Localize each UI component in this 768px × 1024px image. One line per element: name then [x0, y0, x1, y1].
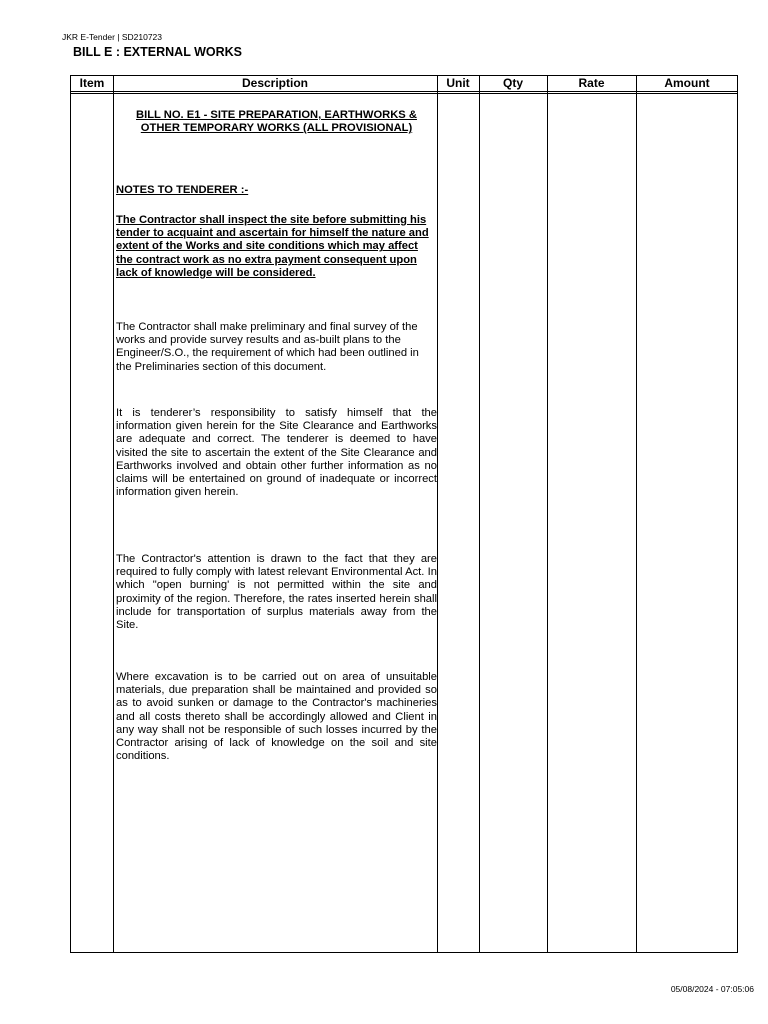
- column-divider: [113, 76, 114, 952]
- environmental-paragraph: The Contractor's attention is drawn to the fact that they are required to fully comply with latest relevant Environmental Act. In which "open burning' is not permitted within the site and proximity of the region. Therefore, the rates inserted herein shall include for transportation of surplus materials away from the Site.: [116, 553, 437, 632]
- notes-heading: NOTES TO TENDERER :-: [116, 184, 249, 196]
- bill-title: BILL E : EXTERNAL WORKS: [73, 45, 242, 59]
- survey-paragraph: The Contractor shall make preliminary and final survey of the works and provide survey results and as-built plans to the Engineer/S.O., the requirement of which had been outlined in the Preliminaries section of this document.: [116, 321, 419, 373]
- column-header-amount: Amount: [664, 76, 710, 90]
- bill-table: [70, 75, 738, 953]
- bill-heading: [116, 109, 437, 135]
- notes-bold-paragraph: The Contractor shall inspect the site before submitting his tender to acquaint and ascertain for himself the nature and extent of the Works and site conditions which may affect the contract work as no extra payment consequent upon lack of knowledge will be considered.: [116, 214, 429, 279]
- column-header-description: Description: [241, 76, 308, 90]
- column-header-qty: Qty: [502, 76, 523, 90]
- column-divider: [479, 76, 480, 952]
- bill-heading-line: OTHER TEMPORARY WORKS (ALL PROVISIONAL): [140, 122, 413, 135]
- responsibility-paragraph: It is tenderer’s responsibility to satisfy himself that the information given herein for the Site Clearance and Earthworks are adequate and correct. The tenderer is deemed to have visited the site to ascertain the extent of the Site Clearance and Earthworks involved and obtain other further information as no claims will be entertained on ground of inadequate or incorrect information given herein.: [116, 407, 437, 499]
- print-timestamp: 05/08/2024 - 07:05:06: [670, 984, 754, 994]
- document-reference: JKR E-Tender | SD210723: [62, 32, 163, 42]
- column-divider: [437, 76, 438, 952]
- bill-heading-line: BILL NO. E1 - SITE PREPARATION, EARTHWORKS &: [136, 109, 417, 121]
- column-header-unit: Unit: [446, 76, 470, 90]
- column-divider: [636, 76, 637, 952]
- header-rule: [71, 91, 737, 94]
- excavation-paragraph: Where excavation is to be carried out on area of unsuitable materials, due preparation shall be maintained and provided so as to avoid sunken or damage to the Contractor's machineries and all costs thereto shall be accordingly allowed and Client in any way shall not be responsible of such losses incurred by the Contractor arising of lack of knowledge on the soil and site conditions.: [116, 671, 437, 763]
- column-divider: [547, 76, 548, 952]
- column-header-rate: Rate: [578, 76, 605, 90]
- column-header-item: Item: [79, 76, 105, 90]
